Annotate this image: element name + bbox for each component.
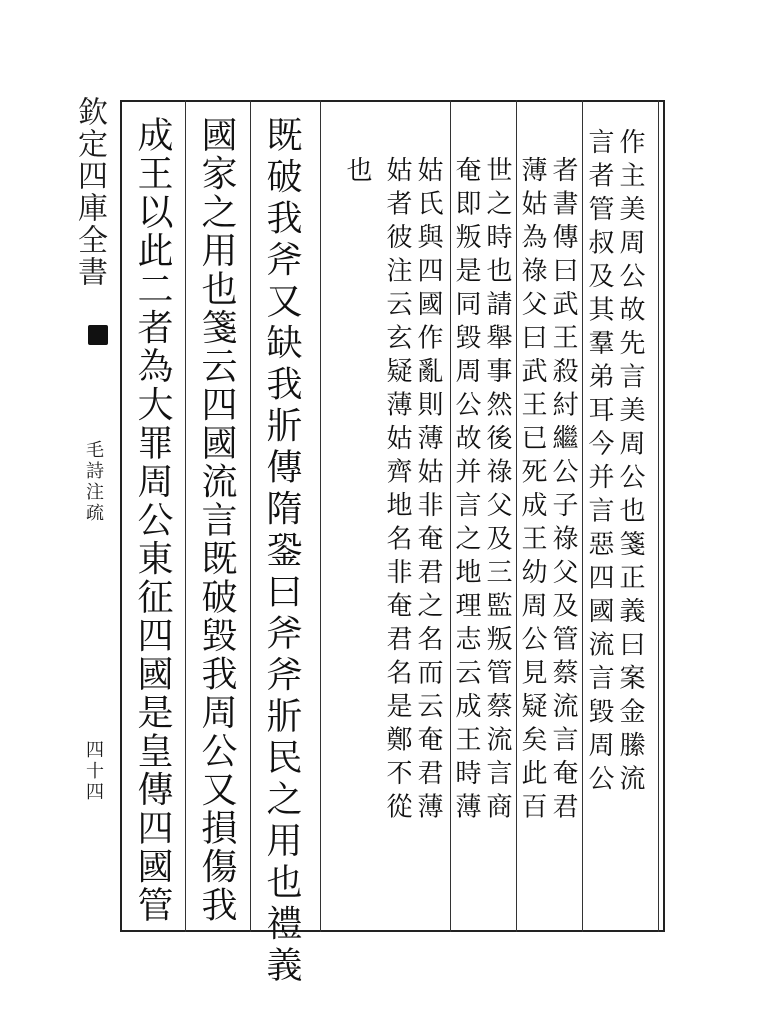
text-column-10: 既破我斧又缺我斨傳隋銎曰斧斧斨民之用也禮義 xyxy=(261,116,302,988)
text-column-8: 姑者彼注云玄疑薄姑齊地名非奄君名是鄭不從 xyxy=(382,156,412,826)
page-number: 四十四 xyxy=(83,740,104,803)
text-column-6: 奄即叛是同毀周公故并言之地理志云成王時薄 xyxy=(451,156,481,826)
text-column-5: 世之時也請舉事然後祿父及三監叛管蔡流言商 xyxy=(482,156,512,826)
column-rule xyxy=(582,100,583,932)
column-rule xyxy=(658,100,659,932)
column-rule xyxy=(250,100,251,932)
text-column-11: 國家之用也箋云四國流言既破毀我周公又損傷我 xyxy=(196,116,237,925)
text-column-2: 言者管叔及其羣弟耳今并言惡四國流言毀周公 xyxy=(584,128,614,798)
text-column-7: 姑氏與四國作亂則薄姑非奄君之名而云奄君薄 xyxy=(413,156,443,826)
text-column-9: 也 xyxy=(342,156,372,190)
text-column-3: 者書傳曰武王殺紂繼公子祿父及管蔡流言奄君 xyxy=(548,156,578,826)
text-column-12: 成王以此二者為大罪周公東征四國是皇傳四國管 xyxy=(132,116,173,925)
fish-tail-mark-icon xyxy=(88,325,108,345)
section-title: 毛詩注疏 xyxy=(83,440,104,524)
column-rule xyxy=(320,100,321,932)
text-column-4: 薄姑為祿父曰武王已死成王幼周公見疑矣此百 xyxy=(517,156,547,826)
book-title: 欽定四庫全書 xyxy=(72,96,107,288)
column-rule xyxy=(185,100,186,932)
text-column-1: 作主美周公故先言美周公也箋正義曰案金縢流 xyxy=(615,128,645,798)
